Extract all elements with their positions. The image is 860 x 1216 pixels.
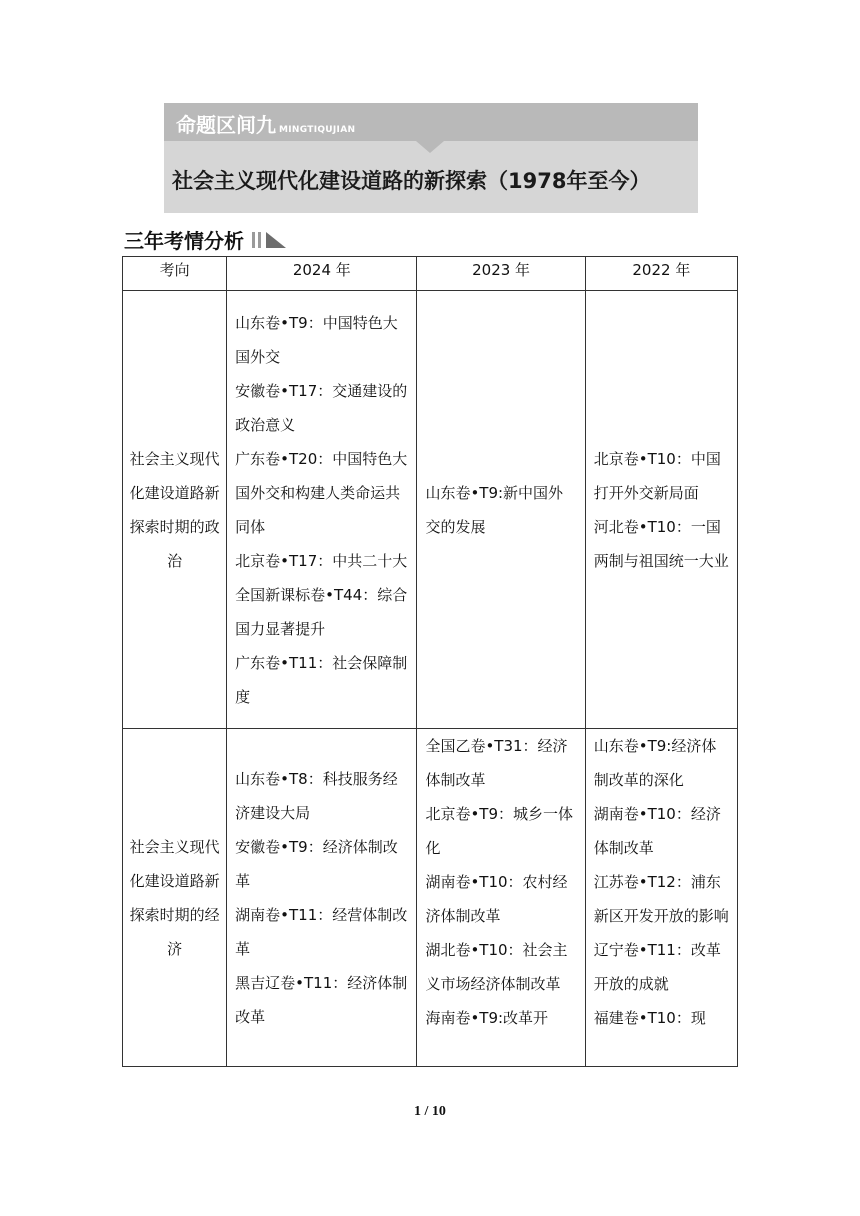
banner-header-strip (164, 103, 698, 141)
header-2023: 2023 年 (417, 257, 585, 291)
banner-label (176, 109, 355, 138)
cell-2022 (585, 291, 737, 729)
list-item: 安徽卷•T9：经济体制改革 (235, 837, 398, 890)
cell-2022 (585, 729, 737, 1067)
header-2024: 2024 年 (227, 257, 417, 291)
list-item: 山东卷•T9:新中国外交的发展 (425, 483, 564, 536)
list-item: 海南卷•T9:改革开 (425, 1009, 549, 1027)
list-item: 全国新课标卷•T44：综合国力显著提升 (235, 585, 408, 638)
section-banner (164, 103, 698, 213)
banner-sub: MINGTIQUJIAN (279, 125, 356, 135)
banner-title: 社会主义现代化建设道路的新探索（1978年至今） (172, 169, 651, 193)
cell-2024 (227, 729, 417, 1067)
cell-2023 (417, 291, 585, 729)
list-item: 北京卷•T9：城乡一体化 (425, 805, 574, 857)
list-item: 北京卷•T17：中共二十大 (235, 551, 408, 570)
list-item: 湖南卷•T10：农村经济体制改革 (425, 873, 568, 925)
list-item: 山东卷•T9:经济体制改革的深化 (593, 737, 717, 789)
list-item: 河北卷•T10：一国两制与祖国统一大业 (593, 517, 729, 570)
list-item: 黑吉辽卷•T11：经济体制改革 (235, 973, 408, 1026)
list-item: 江苏卷•T12：浦东新区开发开放的影响 (593, 873, 729, 925)
table-header-row (123, 257, 738, 291)
page-number: 1 / 10 (414, 1104, 446, 1119)
row-topic: 社会主义现代化建设道路新探索时期的政治 (123, 291, 227, 729)
header-topic: 考向 (123, 257, 227, 291)
list-item: 全国乙卷•T31：经济体制改革 (425, 737, 568, 789)
list-item: 山东卷•T8：科技服务经济建设大局 (235, 769, 398, 822)
banner-notch (416, 141, 444, 153)
banner-label-text: 命题区间九 (176, 113, 276, 137)
section-heading (124, 226, 286, 252)
list-item: 广东卷•T11：社会保障制度 (235, 653, 408, 706)
table-row (123, 291, 738, 729)
list-item: 山东卷•T9：中国特色大国外交 (235, 313, 398, 366)
list-item: 福建卷•T10：现 (593, 1009, 706, 1027)
list-item: 辽宁卷•T11：改革开放的成就 (593, 941, 721, 993)
list-item: 广东卷•T20：中国特色大国外交和构建人类命运共同体 (235, 449, 408, 536)
table-row (123, 729, 738, 1067)
cell-2023 (417, 729, 585, 1067)
header-2022: 2022 年 (585, 257, 737, 291)
cell-2024 (227, 291, 417, 729)
list-item: 湖南卷•T10：经济体制改革 (593, 805, 721, 857)
list-item: 湖北卷•T10：社会主义市场经济体制改革 (425, 941, 568, 993)
heading-decoration-icon (252, 230, 286, 248)
row-topic: 社会主义现代化建设道路新探索时期的经济 (123, 729, 227, 1067)
list-item: 湖南卷•T11：经营体制改革 (235, 905, 408, 958)
section-title: 三年考情分析 (124, 228, 244, 253)
list-item: 北京卷•T10：中国打开外交新局面 (593, 449, 721, 502)
exam-analysis-table (122, 256, 738, 1067)
list-item: 安徽卷•T17：交通建设的政治意义 (235, 381, 408, 434)
